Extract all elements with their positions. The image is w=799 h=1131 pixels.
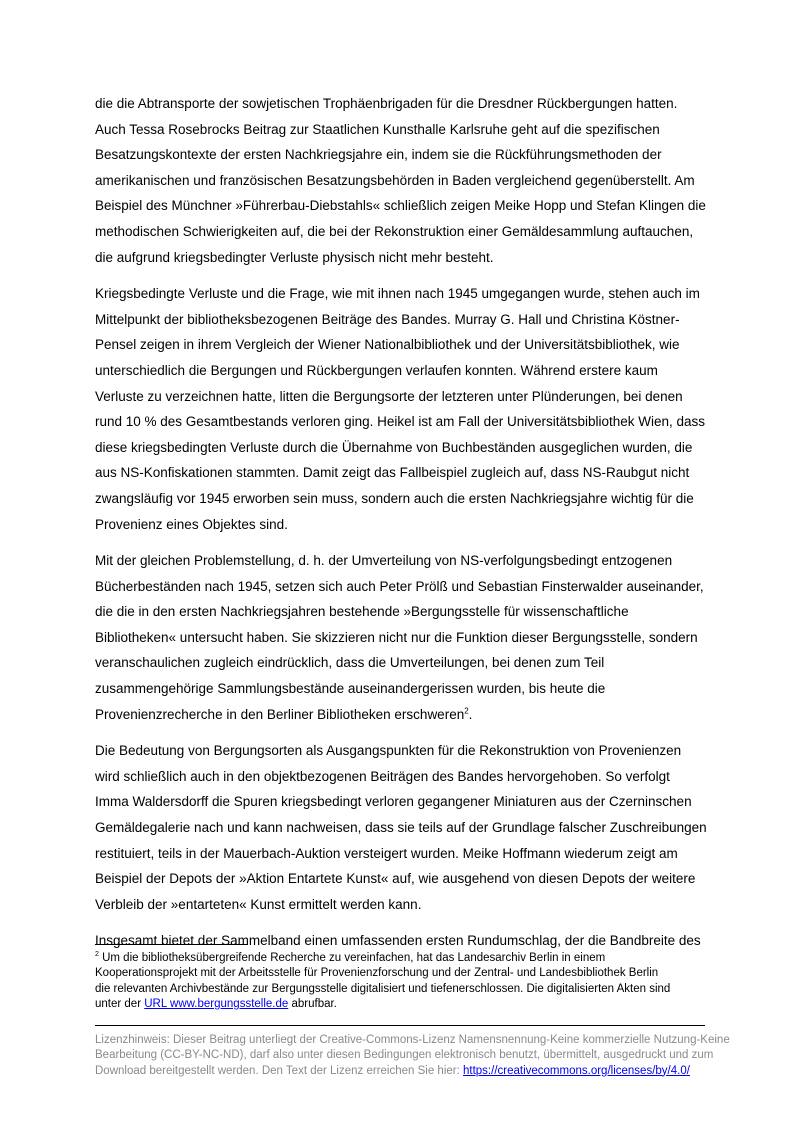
text-line: amerikanischen und französischen Besatzungsbehörden in Baden vergleichend gegenüberstellt. Am [95,172,695,188]
footnote-number: 2 [95,951,99,959]
footnote-line: die relevanten Archivbestände zur Bergungsstelle digitalisiert und tiefenerschlossen. Die digitalisierten Akten sind [95,982,671,995]
license-link[interactable]: https://creativecommons.org/licenses/by/4.0/ [463,1064,690,1077]
text-line: wird schließlich auch in den objektbezogenen Beiträgen des Bandes hervorgehoben. So verfolgt [95,768,670,784]
text-line: unterschiedlich die Bergungen und Rückbergungen verlaufen konnten. Während erstere kaum [95,362,658,378]
text-line: die aufgrund kriegsbedingter Verluste physisch nicht mehr besteht. [95,249,494,265]
license-text: Download bereitgestellt werden. Den Text der Lizenz erreichen Sie hier: [95,1064,463,1077]
paragraph [95,281,707,537]
footnote [95,951,707,1012]
bergungsstelle-link[interactable]: URL www.bergungsstelle.de [144,997,289,1010]
footnote-reference[interactable]: 2 [464,706,469,716]
text-line: Provenienz eines Objektes sind. [95,516,288,532]
text-line: Bücherbeständen nach 1945, setzen sich auch Peter Prölß und Sebastian Finsterwalder auseinander, [95,578,704,594]
paragraph [95,548,707,727]
text-line: zusammengehörige Sammlungsbestände auseinandergerissen wurden, bis heute die [95,681,606,697]
footnote-text: abrufbar. [288,997,337,1010]
footnote-text: unter der [95,997,145,1010]
body-text [95,91,707,965]
footnote-line [95,997,707,1012]
text-line: Pensel zeigen in ihrem Vergleich der Wiener Nationalbibliothek und der Universitätsbibliothek, wie [95,337,680,353]
footnote-divider [95,944,247,945]
text-line: Mittelpunkt der bibliotheksbezogenen Beiträge des Bandes. Murray G. Hall und Christina Köstner- [95,311,680,327]
text-line: restituiert, teils in der Mauerbach-Auktion versteigert wurden. Meike Hoffmann wiederum zeigt am [95,845,678,861]
text-line: Besatzungskontexte der ersten Nachkriegsjahre ein, indem sie die Rückführungsmethoden der [95,147,662,163]
text-fragment: Provenienzrecherche in den Berliner Bibliotheken erschweren [95,706,465,722]
license-line [95,1064,707,1079]
text-line: diese kriegsbedingten Verluste durch die Übernahme von Buchbeständen ausgeglichen wurden, die [95,439,693,455]
text-line: Bibliotheken« untersucht haben. Sie skizzieren nicht nur die Funktion dieser Bergungsstelle, sondern [95,629,698,645]
text-line: zwangsläufig vor 1945 erworben sein muss, sondern auch die ersten Nachkriegsjahre wichtig für die [95,490,694,506]
license-line: Bearbeitung (CC-BY-NC-ND), darf also unter diesen Bedingungen elektronisch benutzt, übermittelt, ausgedruckt und zum [95,1049,714,1062]
text-line: Die Bedeutung von Bergungsorten als Ausgangspunkten für die Rekonstruktion von Provenienzen [95,743,682,759]
text-line: Imma Waldersdorff die Spuren kriegsbedingt verloren gegangener Miniaturen aus der Czerninschen [95,794,692,810]
license-notice [95,1033,730,1079]
paragraph [95,91,707,270]
text-fragment: . [468,706,473,722]
text-line: Mit der gleichen Problemstellung, d. h. der Umverteilung von NS-verfolgungsbedingt entzogenen [95,553,673,569]
text-line: Beispiel des Münchner »Führerbau-Diebstahls« schließlich zeigen Meike Hopp und Stefan Klingen die [95,198,706,214]
text-line: Auch Tessa Rosebrocks Beitrag zur Staatlichen Kunsthalle Karlsruhe geht auf die spezifischen [95,121,660,137]
text-line: Beispiel der Depots der »Aktion Entartete Kunst« auf, wie ausgehend von diesen Depots der weitere [95,871,696,887]
text-line: rund 10 % des Gesamtbestands verloren ging. Heikel ist am Fall der Universitätsbibliothek Wien, dass [95,414,706,430]
text-line: Verbleib der »entarteten« Kunst ermittelt werden kann. [95,896,422,912]
license-line: Lizenzhinweis: Dieser Beitrag unterliegt der Creative-Commons-Lizenz Namensnennung-Keine kommerzielle Nutzung-Keine [95,1034,730,1046]
footnote-line [95,951,707,966]
text-line: die die in den ersten Nachkriegsjahren bestehende »Bergungsstelle für wissenschaftliche [95,604,629,620]
paragraph [95,738,707,917]
text-line: Kriegsbedingte Verluste und die Frage, wie mit ihnen nach 1945 umgegangen wurde, stehen auch im [95,286,700,302]
footnote-line: Kooperationsprojekt mit der Arbeitsstelle für Provenienzforschung und der Zentral- und Landesbibliothek Berlin [95,967,659,980]
text-line: veranschaulichen zugleich eindrücklich, dass die Umverteilungen, bei denen zum Teil [95,655,605,671]
text-line: aus NS-Konfiskationen stammten. Damit zeigt das Fallbeispiel zugleich auf, dass NS-Raubgut nicht [95,465,690,481]
text-line: die die Abtransporte der sowjetischen Trophäenbrigaden für die Dresdner Rückbergungen hatten. [95,96,678,111]
footer-divider [95,1025,705,1026]
text-line: Gemäldegalerie nach und kann nachweisen, dass sie teils auf der Grundlage falscher Zuschreibungen [95,820,707,836]
text-line: methodischen Schwierigkeiten auf, die bei der Rekonstruktion einer Gemäldesammlung auftauchen, [95,223,694,239]
text-line: Insgesamt bietet der Sammelband einen umfassenden ersten Rundumschlag, der die Bandbreite des [95,933,701,949]
text-line: Verluste zu verzeichnen hatte, litten die Bergungsorte der letzteren unter Plünderungen, bei denen [95,388,683,404]
footnote-text: Um die bibliotheksübergreifende Recherche zu vereinfachen, hat das Landesarchiv Berlin in einem [98,952,606,964]
text-line [95,702,707,728]
